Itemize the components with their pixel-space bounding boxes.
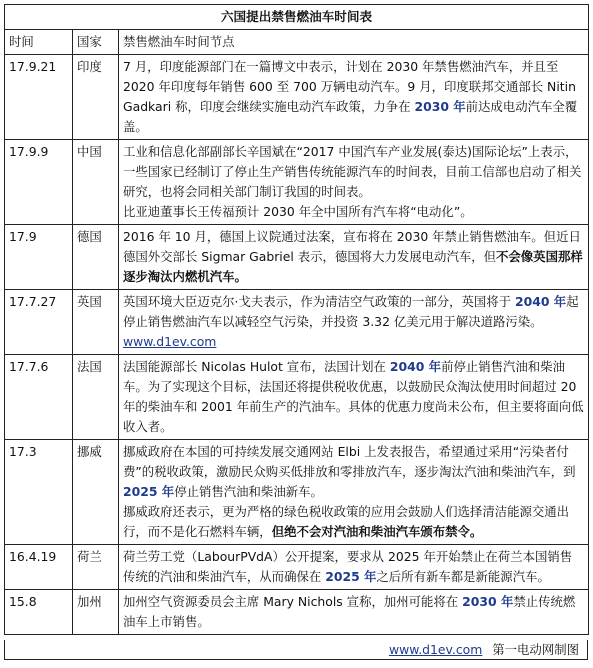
table-row	[5, 440, 589, 545]
row-date: 17.7.27	[5, 290, 73, 355]
table-row	[5, 290, 589, 355]
description-text: 禁止传统燃油车上市销售。	[123, 594, 576, 629]
description-text: 法国能源部长 Nicolas Hulot 宣布，法国计划在	[123, 359, 390, 374]
description-text: 前停止销售汽油和柴油车。为了实现这个目标，法国还将提供税收优惠，以鼓励民众淘汰使用时间超过 20 年的柴油车和 2001 年前生产的汽油车。具体的优惠力度尚未公布，但主要将面向低收入者。	[123, 359, 584, 434]
description-text: 工业和信息化部副部长辛国斌在“2017 中国汽车产业发展(泰达)国际论坛”上表示，一些国家已经制订了停止生产销售传统能源汽车的时间表，目前工信部也启动了相关研究，也将会同相关部门制订我国的时间表。	[123, 144, 582, 199]
row-country: 法国	[73, 355, 119, 440]
description-text: 2016 年 10 月，德国上议院通过法案，宣布将在 2030 年禁止销售燃油车。但近日德国外交部长 Sigmar Gabriel 表示，德国将大力发展电动汽车，但	[123, 229, 581, 264]
header-description: 禁售燃油车时间节点	[119, 30, 589, 55]
highlighted-year: 2040 年	[389, 359, 442, 374]
row-date: 17.3	[5, 440, 73, 545]
table-row	[5, 55, 589, 140]
row-country: 加州	[73, 590, 119, 635]
row-date: 17.9.9	[5, 140, 73, 225]
description-text: 荷兰劳工党（LabourPVdA）公开提案，要求从 2025 年开始禁止在荷兰本国销售传统的汽油和柴油汽车，从而确保在	[123, 549, 573, 584]
table-row	[5, 225, 589, 290]
description-text: 之后所有新车都是新能源汽车。	[376, 569, 550, 584]
row-description	[119, 225, 589, 290]
row-country: 挪威	[73, 440, 119, 545]
bold-statement: 但绝不会对汽油和柴油汽车颁布禁令。	[271, 524, 483, 539]
row-description	[119, 355, 589, 440]
row-date: 17.7.6	[5, 355, 73, 440]
row-description	[119, 140, 589, 225]
row-date: 17.9	[5, 225, 73, 290]
highlighted-year: 2025 年	[325, 569, 377, 584]
table-row	[5, 140, 589, 225]
description-text: 7 月，印度能源部门在一篇博文中表示，计划在 2030 年禁售燃油汽车，并且至 2020 年印度每年销售 600 至 700 万辆电动汽车。9 月，印度联邦交通部长 Nitin Gadkari 称，印度会继续实施电动汽车政策，力争在	[123, 59, 576, 114]
row-country: 印度	[73, 55, 119, 140]
description-text: 比亚迪董事长王传福预计 2030 年全中国所有汽车将“电动化”。	[123, 204, 473, 219]
footer-link[interactable]: www.d1ev.com	[388, 642, 483, 657]
row-country: 英国	[73, 290, 119, 355]
highlighted-year: 2030 年	[414, 99, 466, 114]
description-text: 加州空气资源委员会主席 Mary Nichols 宣称，加州可能将在	[123, 594, 463, 609]
footer-credit	[4, 640, 588, 660]
header-row	[5, 30, 589, 55]
description-text: 英国环境大臣迈克尔·戈夫表示，作为清洁空气政策的一部分，英国将于	[123, 294, 515, 309]
row-description	[119, 590, 589, 635]
description-text: 挪威政府在本国的可持续发展交通网站 Elbi 上发表报告，希望通过采用“污染者付费”的税收政策，激励民众购买低排放和零排放汽车，逐步淘汰汽油和柴油汽车，到	[123, 444, 576, 479]
description-text: 起停止销售燃油汽车以减轻空气污染，并投资 3.32 亿美元用于解决道路污染。	[123, 294, 579, 329]
bold-statement: 不会像英国那样逐步淘汰内燃机汽车。	[123, 249, 583, 284]
ban-timeline-table	[4, 4, 589, 635]
highlighted-year: 2030 年	[462, 594, 514, 609]
description-text: 挪威政府还表示，更为严格的绿色税收政策的应用会鼓励人们选择清洁能源交通出行，而不是化石燃料车辆，	[123, 504, 570, 539]
row-date: 16.4.19	[5, 545, 73, 590]
description-text: 前达成电动汽车全覆盖。	[123, 99, 578, 134]
row-description	[119, 545, 589, 590]
row-description	[119, 55, 589, 140]
row-description	[119, 290, 589, 355]
ban-timeline-table-frame	[4, 4, 588, 635]
source-link[interactable]: www.d1ev.com	[123, 334, 217, 349]
row-date: 17.9.21	[5, 55, 73, 140]
footer-caption: 第一电动网制图	[492, 642, 579, 657]
description-text: 停止销售汽油和柴油新车。	[174, 484, 323, 499]
table-title: 六国提出禁售燃油车时间表	[5, 5, 589, 30]
table-body	[5, 55, 589, 635]
header-date: 时间	[5, 30, 73, 55]
table-row	[5, 355, 589, 440]
row-date: 15.8	[5, 590, 73, 635]
table-row	[5, 545, 589, 590]
highlighted-year: 2040 年	[515, 294, 567, 309]
table-row	[5, 590, 589, 635]
highlighted-year: 2025 年	[123, 484, 175, 499]
row-country: 中国	[73, 140, 119, 225]
row-country: 荷兰	[73, 545, 119, 590]
header-country: 国家	[73, 30, 119, 55]
row-description	[119, 440, 589, 545]
row-country: 德国	[73, 225, 119, 290]
